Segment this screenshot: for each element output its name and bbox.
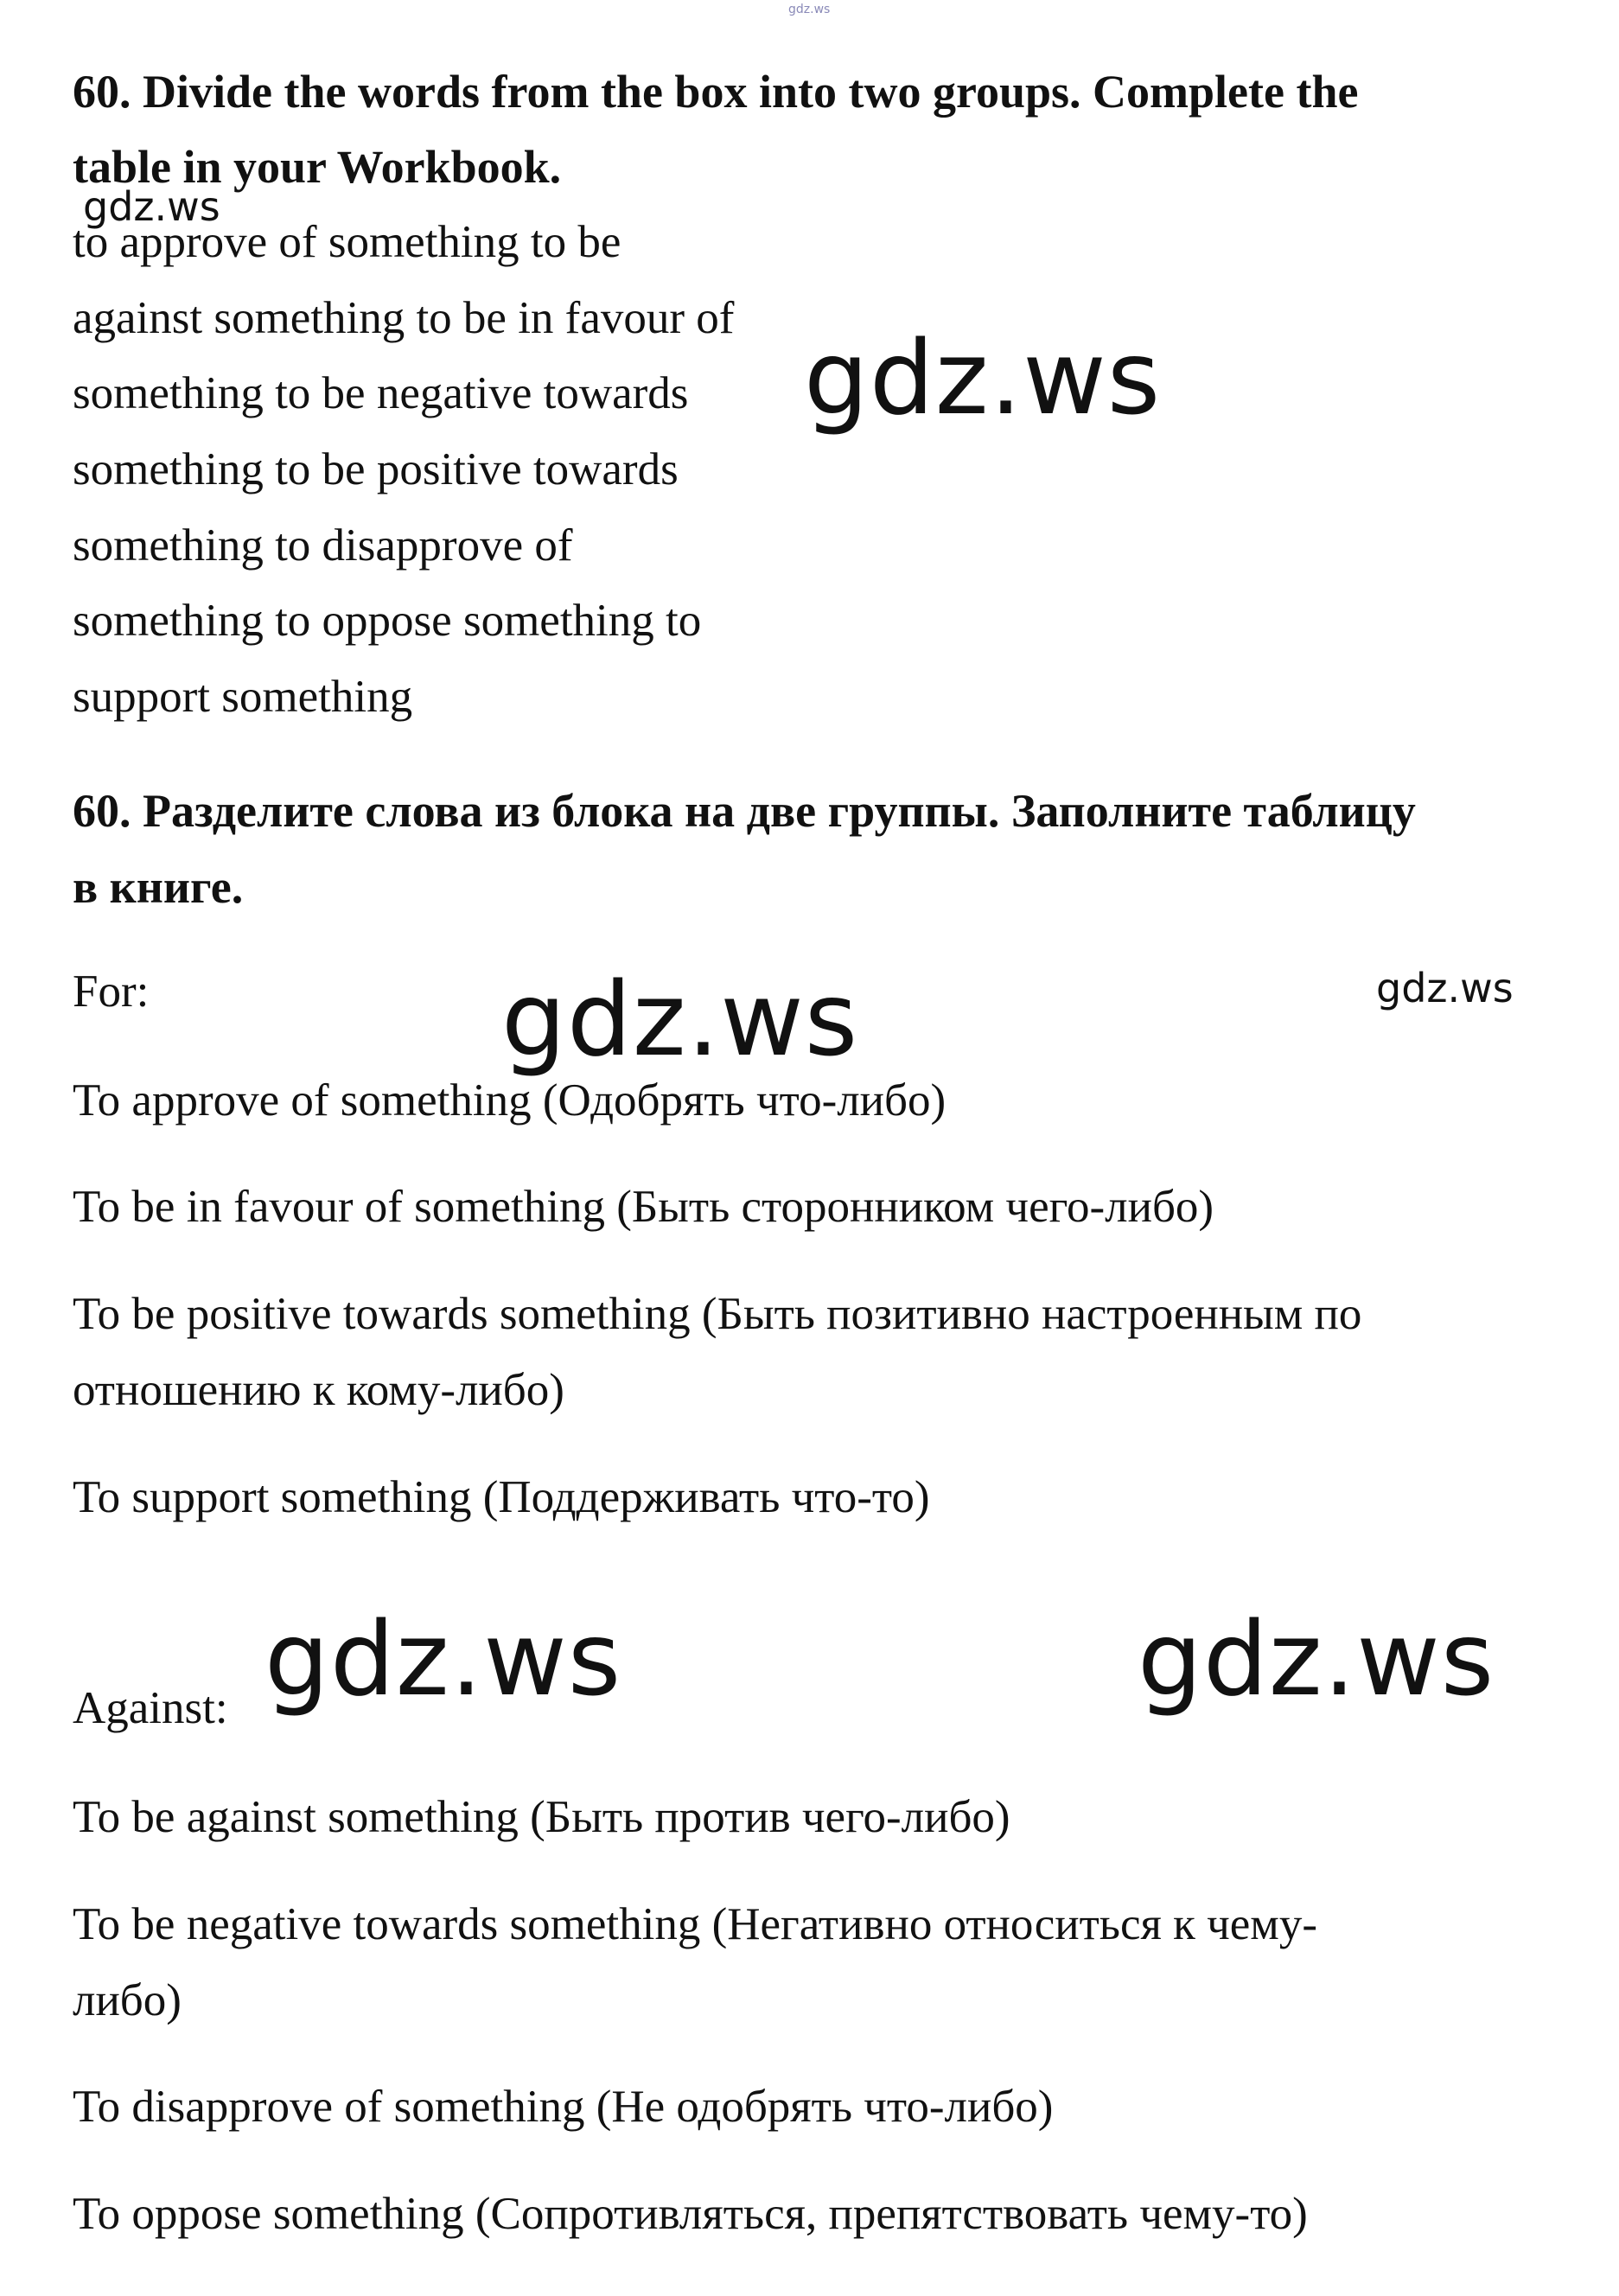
box-line-2: against something to be in favour of (73, 293, 735, 343)
for-item-3-line2: отношению к кому-либо) (73, 1365, 564, 1415)
box-line-6: something to oppose something to (73, 596, 702, 646)
against-item-3: To disapprove of something (Не одобрять что-либо) (73, 2082, 1054, 2132)
box-line-1: to approve of something to be (73, 217, 621, 267)
watermark-small-1: gdz.ws (83, 183, 220, 230)
task-title-en-line1: 60. Divide the words from the box into two groups. Complete the (73, 66, 1359, 118)
box-line-5: something to disapprove of (73, 520, 573, 571)
against-item-4: To oppose something (Сопротивляться, препятствовать чему-то) (73, 2189, 1308, 2239)
against-item-2-line2: либо) (73, 1975, 182, 2025)
watermark-top-tiny: gdz.ws (788, 3, 831, 16)
for-item-4: To support something (Поддерживать что-то) (73, 1472, 930, 1522)
task-title-ru-line1: 60. Разделите слова из блока на две группы. Заполните таблицу (73, 785, 1416, 837)
for-item-3-line1: To be positive towards something (Быть позитивно настроенным по (73, 1289, 1362, 1339)
against-item-2-line1: To be negative towards something (Негативно относиться к чему- (73, 1899, 1317, 1949)
box-line-7: support something (73, 672, 413, 722)
for-label: For: (73, 966, 150, 1017)
task-title-en-line2: table in your Workbook. (73, 141, 562, 193)
watermark-big-1: gdz.ws (804, 318, 1162, 437)
watermark-big-3: gdz.ws (265, 1599, 622, 1719)
box-line-4: something to be positive towards (73, 444, 679, 494)
for-item-2: To be in favour of something (Быть сторонником чего-либо) (73, 1182, 1214, 1232)
against-item-1: To be against something (Быть против чего-либо) (73, 1792, 1010, 1842)
for-item-1: To approve of something (Одобрять что-либо) (73, 1075, 947, 1126)
watermark-small-2: gdz.ws (1376, 965, 1514, 1011)
against-label: Against: (73, 1683, 228, 1733)
task-title-ru-line2: в книге. (73, 861, 244, 913)
box-line-3: something to be negative towards (73, 368, 689, 418)
watermark-big-2: gdz.ws (501, 960, 859, 1079)
watermark-big-4: gdz.ws (1138, 1599, 1495, 1719)
